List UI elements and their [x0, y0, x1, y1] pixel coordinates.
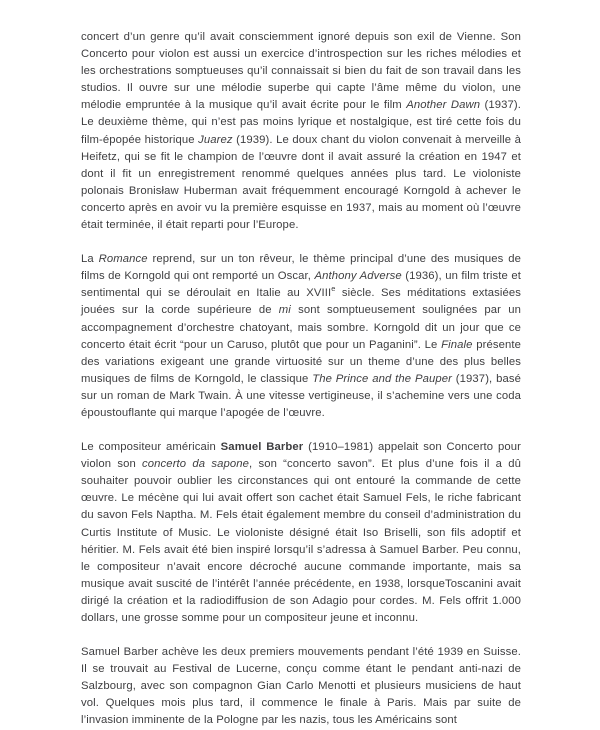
text-run: (1936), un film triste et sentimental qui se déroulait en Italie au XVIII	[81, 270, 521, 300]
paragraph	[81, 29, 521, 234]
paragraph	[81, 439, 521, 627]
text-run: The Prince and the Pauper	[312, 372, 452, 385]
text-run: (1937), basé sur un roman de Mark Twain. À une vitesse vertigineuse, il s’achemine vers une coda époustouflante qui marque l’apogée de l’œuvre.	[81, 372, 521, 419]
text-run: Samuel Barber achève les deux premiers mouvements pendant l’été 1939 en Suisse. Il se trouvait au Festival de Lucerne, conçu comme étant le pendant anti-nazi de Salzbourg, avec son compagnon Gian Carlo Menotti et plusieurs musiciens de haut vol. Quelques mois plus tard, il commence le finale à Paris. Mais par suite de l’invasion imminente de la Pologne par les nazis, tous les Américains sont	[81, 646, 521, 727]
text-run: sont somptueusement soulignées par un accompagnement d’orchestre chatoyant, mais sombre. Korngold dit un jour que ce concerto était écrit “pour un Caruso, plutôt que pour un Paganini”. Le	[81, 304, 521, 351]
text-run: siècle. Ses méditations extasiées jouées sur la corde supérieure de	[81, 287, 522, 317]
paragraph	[81, 644, 521, 729]
text-run: (1937). Le deuxième thème, qui n’est pas moins lyrique et nostalgique, est tiré cette fois du film-épopée historique	[81, 99, 521, 146]
text-run: e	[331, 284, 336, 294]
text-run: Anthony Adverse	[314, 270, 402, 283]
text-run: concerto da sapone	[142, 458, 250, 471]
text-run: (1910–1981) appelait son Concerto pour violon son	[81, 441, 521, 471]
text-run: (1939). Le doux chant du violon convenait à merveille à Heifetz, qui se fit le champion de l’œuvre dont il avait assuré la création en 1947 et dont il fit un enregistrement renommé quelques années plus tard. Le violoniste polonais Bronisław Huberman avait fréquemment encouragé Korngold à achever le concerto après en avoir vu la première esquisse en 1937, mais au moment où l’œuvre était terminée, il était reparti pour l’Europe.	[81, 133, 521, 232]
paragraph	[81, 251, 521, 422]
text-run: mi	[278, 304, 291, 317]
liner-notes-text-column	[81, 29, 521, 730]
text-run: concert d’un genre qu’il avait consciemment ignoré depuis son exil de Vienne. Son Concerto pour violon est aussi un exercice d’introspection sur les riches mélodies et les orchestrations somptueuses qu’il connaissait si bien du fait de son travail dans les studios. Il ouvre sur une mélodie superbe qui capte l’âme même du violon, une mélodie empruntée à la musique qu’il avait écrite pour le film	[81, 31, 521, 112]
text-run: Another Dawn	[406, 99, 481, 112]
text-run: présente des variations exigeant une grande virtuosité sur un theme d’une des plus belles musiques de films de Korngold, le classique	[81, 338, 521, 385]
text-run: Juarez	[198, 133, 233, 146]
text-run: Romance	[98, 253, 148, 266]
text-run: Samuel Barber	[220, 441, 304, 454]
text-run: La	[81, 253, 99, 266]
text-run: , son “concerto savon”. Et plus d’une fois il a dû souhaiter pouvoir oublier les circonstances qui ont entouré la commande de cette œuvre. Le mécène qui lui avait offert son cachet était Samuel Fels, le riche fabricant du savon Fels Naptha. M. Fels était également membre du conseil d’administration du Curtis Institute of Music. Le violoniste désigné était Iso Briselli, son fils adoptif et héritier. M. Fels avait été bien inspiré lorsqu’il s’adressa à Samuel Barber. Peu connu, le compositeur n’avait encore décroché aucune commande importante, mais sa musique avait suscité de l’intérêt l’année précédente, en 1938, lorsqueToscanini avait dirigé la création et la radiodiffusion de son Adagio pour cordes. M. Fels offrit 1.000 dollars, une grosse somme pour un compositeur jeune et inconnu.	[81, 458, 521, 624]
text-run: reprend, sur un ton rêveur, le thème principal d’une des musiques de films de Korngold qui ont remporté un Oscar,	[81, 253, 521, 283]
text-run: Finale	[441, 338, 473, 351]
text-run: Le compositeur américain	[81, 441, 221, 454]
